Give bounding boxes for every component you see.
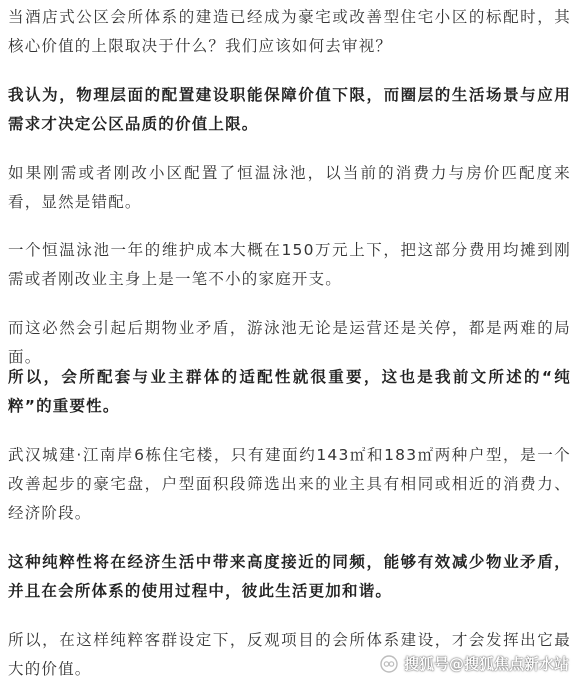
paragraph-project-example: 武汉城建·江南岸6栋住宅楼，只有建面约143㎡和183㎡两种户型，是一个改善起步的豪宅盘，户型面积段筛选出来的业主具有相同或相近的消费力、经济阶段。: [8, 446, 571, 522]
wechat-official-account-icon: [380, 655, 398, 673]
paragraph-pool-mismatch: 如果刚需或者刚改小区配置了恒温泳池，以当前的消费力与房价匹配度来看，显然是错配。: [8, 164, 571, 211]
paragraph-purity-importance: 所以，会所配套与业主群体的适配性就很重要，这也是我前文所述的“纯粹”的重要性。: [8, 368, 571, 415]
watermark-label: 搜狐号@搜狐焦点新水站: [403, 655, 569, 673]
paragraph-conclusion: 所以，在这样纯粹客群设定下，反观项目的会所体系建设，才会发挥出它最大的价值。: [8, 631, 571, 678]
paragraph-property-conflict: 而这必然会引起后期物业矛盾，游泳池无论是运营还是关停，都是两难的局面。: [8, 319, 571, 366]
paragraph-intro-question: 当酒店式公区会所体系的建造已经成为豪宅或改善型住宅小区的标配时，其核心价值的上限取决于什么？我们应该如何去审视？: [8, 8, 571, 55]
paragraph-key-opinion: 我认为，物理层面的配置建设职能保障价值下限，而圈层的生活场景与应用需求才决定公区品质的价值上限。: [8, 86, 571, 133]
paragraph-pool-cost: 一个恒温泳池一年的维护成本大概在150万元上下，把这部分费用均摊到刚需或者刚改业主身上是一笔不小的家庭开支。: [8, 241, 571, 288]
paragraph-harmony: 这种纯粹性将在经济生活中带来高度接近的同频，能够有效减少物业矛盾，并且在会所体系的使用过程中，彼此生活更加和谐。: [8, 553, 571, 600]
source-watermark: [380, 653, 569, 674]
